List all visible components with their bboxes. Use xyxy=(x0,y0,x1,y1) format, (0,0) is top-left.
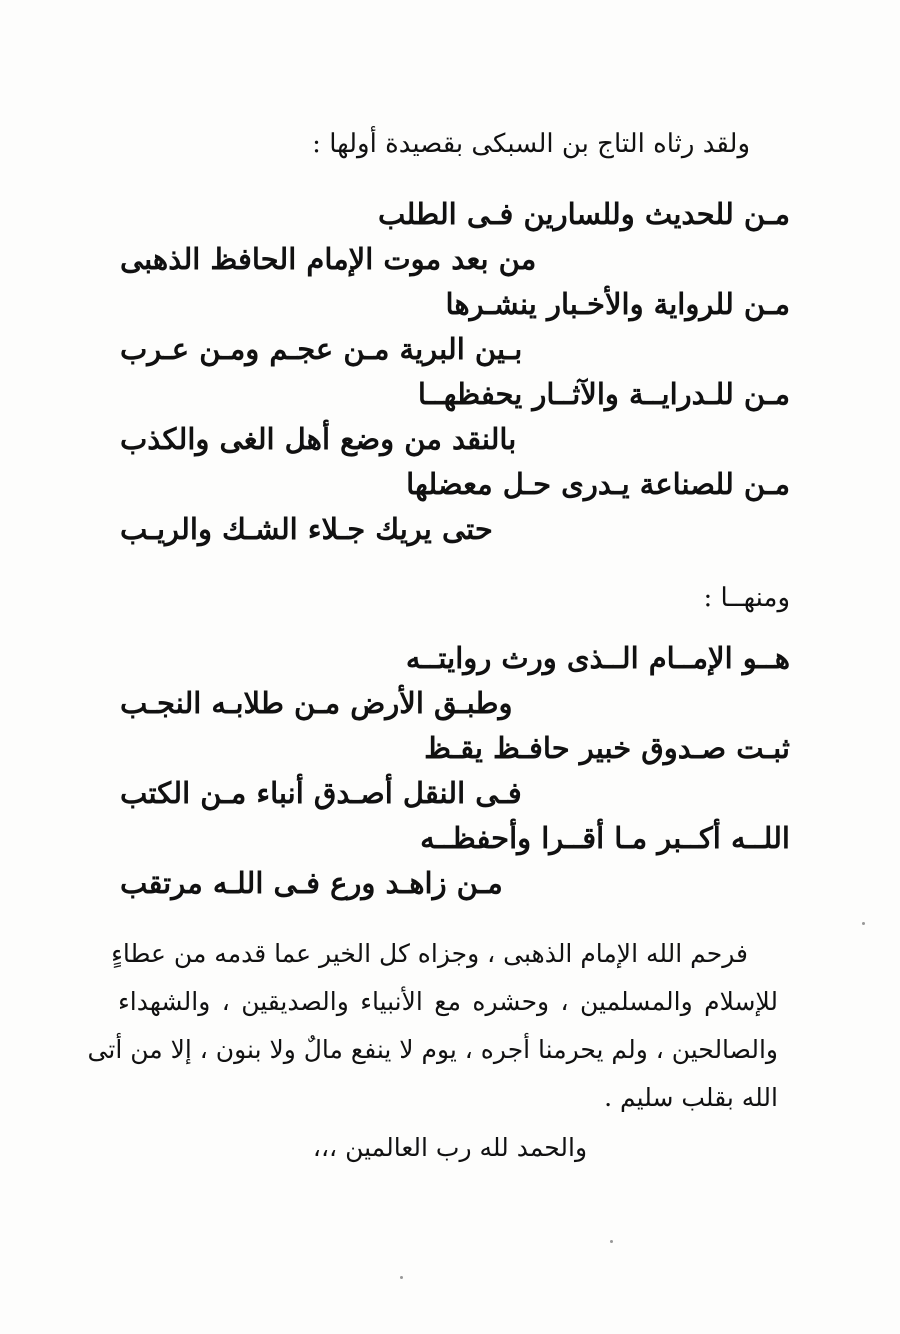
poem-verse: وطبـق الأرض مـن طلابـه النجـب xyxy=(120,686,513,720)
closing-paragraph xyxy=(87,930,778,1122)
poem-verse: مـن للرواية والأخـبار ينشـرها xyxy=(445,287,790,321)
paragraph-line: والصالحين ، ولم يحرمنا أجره ، يوم لا ينفع مالٌ ولا بنون ، إلا من أتى xyxy=(87,1035,778,1064)
scan-speck xyxy=(862,922,865,925)
intro-line: ولقد رثاه التاج بن السبكى بقصيدة أولها : xyxy=(312,129,750,159)
poem-verse: فـى النقل أصـدق أنباء مـن الكتب xyxy=(120,776,522,810)
poem-verse: اللــه أكــبر مـا أقــرا وأحفظــه xyxy=(420,821,790,855)
poem-verse: مـن للحديث وللسارين فـى الطلب xyxy=(377,197,790,231)
poem-verse: هــو الإمــام الــذى ورث روايتــه xyxy=(405,641,790,675)
poem-verse: من بعد موت الإمام الحافظ الذهبى xyxy=(120,242,537,276)
poem-verse: بالنقد من وضع أهل الغى والكذب xyxy=(120,422,517,456)
elegy-poem xyxy=(110,192,790,552)
poem-verse: بـين البرية مـن عجـم ومـن عـرب xyxy=(120,332,523,366)
section-label: ومنهــا : xyxy=(703,583,790,613)
poem-verse: مـن للصناعة يـدرى حـل معضلها xyxy=(406,467,790,501)
poem-verse: ثبـت صـدوق خبير حافـظ يقـظ xyxy=(424,731,790,765)
scan-speck xyxy=(610,1240,613,1243)
second-poem xyxy=(110,636,790,906)
scan-speck xyxy=(400,1276,403,1279)
poem-verse: حتى يريك جـلاء الشـك والريـب xyxy=(120,512,493,546)
paragraph-line: الله بقلب سليم . xyxy=(604,1083,778,1112)
poem-verse: مـن للـدرايــة والآثــار يحفظهــا xyxy=(417,377,790,411)
paragraph-line: فرحم الله الإمام الذهبى ، وجزاه كل الخير عما قدمه من عطاءٍ xyxy=(111,939,748,968)
closing-praise: والحمد لله رب العالمين ،،، xyxy=(312,1133,588,1162)
paragraph-line: للإسلام والمسلمين ، وحشره مع الأنبياء والصديقين ، والشهداء xyxy=(118,987,778,1016)
poem-verse: مـن زاهـد ورع فـى اللـه مرتقب xyxy=(120,866,503,900)
